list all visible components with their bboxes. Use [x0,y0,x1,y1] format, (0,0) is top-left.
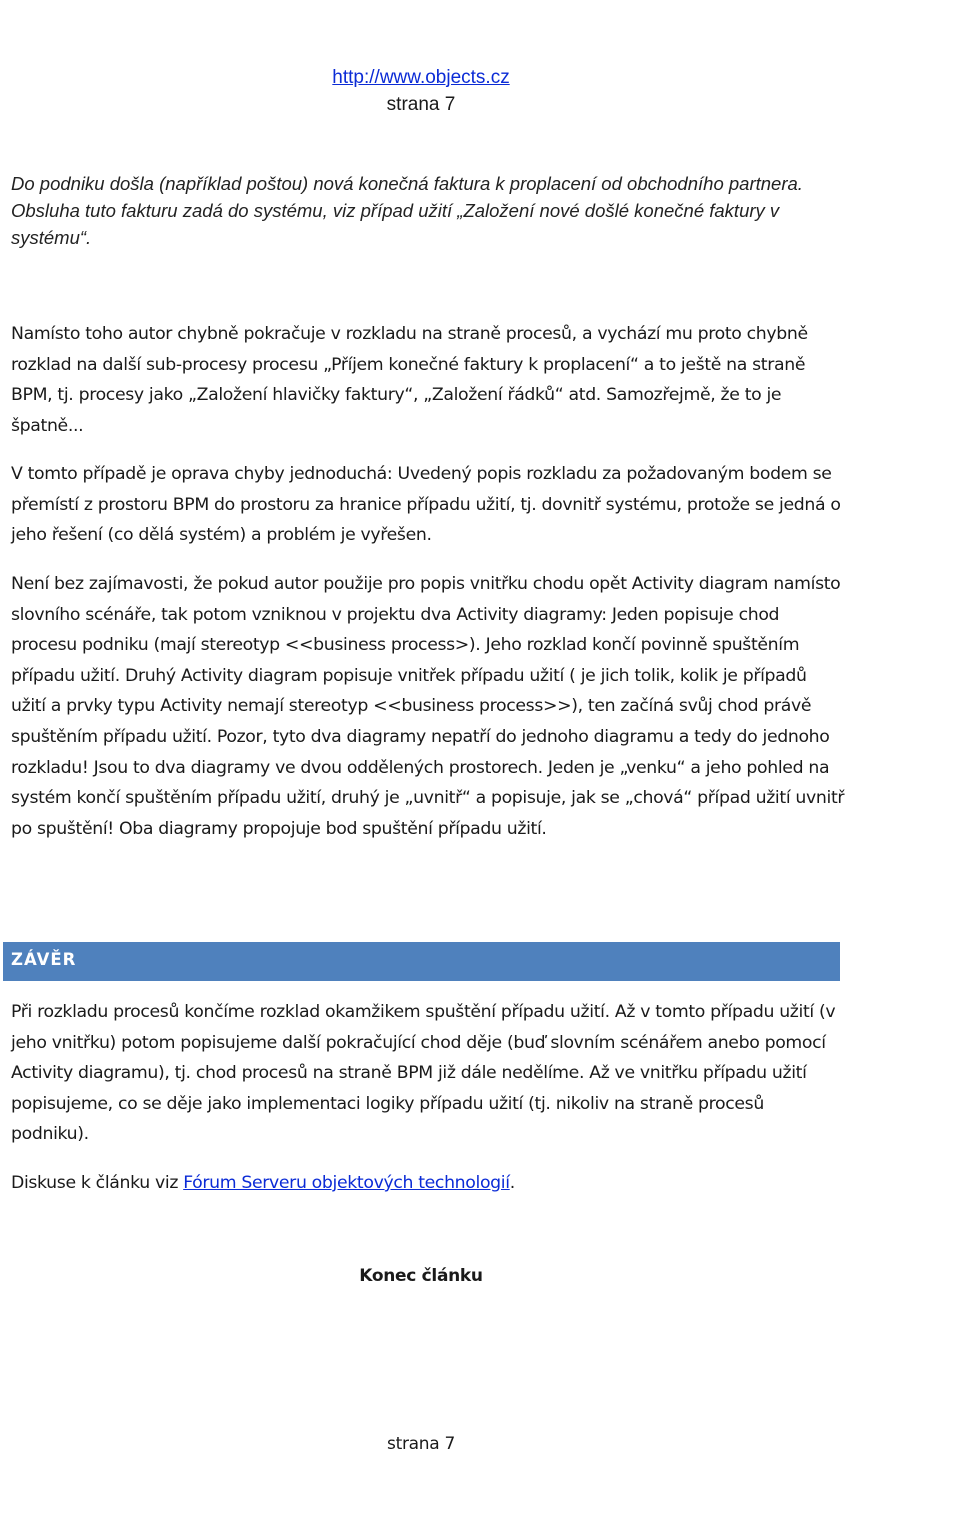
paragraph-conclusion: Při rozkladu procesů končíme rozklad okamžikem spuštění případu užití. Až v tomto případu užití (v jeho vnitřku) potom popisujeme další pokračující chod děje (buď slovním scénářem anebo pomocí Activity diagramu), tj. chod procesů na straně BPM již dále nedělíme. Až ve vnitřku případu užití popisujeme, co se děje jako implementaci logiky případu užití (tj. nikoliv na straně procesů podniku). [11,1002,836,1145]
paragraph-activity-diagrams: Není bez zajímavosti, že pokud autor použije pro popis vnitřku chodu opět Activity diagram namísto slovního scénáře, tak potom vzniknou v projektu dva Activity diagramy: Jeden popisuje chod procesu podniku (mají stereotyp <<business process>). Jeho rozklad končí povinně spuštěním případu užití. Druhý Activity diagram popisuje vnitřek případu užití ( je jich tolik, kolik je případů užití a prvky typu Activity nemají stereotyp <<business process>>), ten začíná svůj chod právě spuštěním případu užití. Pozor, tyto dva diagramy nepatří do jednoho diagramu a tedy do jednoho rozkladu! Jsou to dva diagramy ve dvou oddělených prostorech. Jeden je „venku“ a jeho pohled na systém končí spuštěním případu užití, druhý je „uvnitř“ a popisuje, jak se „chová“ případ užití uvnitř po spuštění! Oba diagramy propojuje bod spuštění případu užití. [11,574,845,839]
page-number-header: strana 7 [386,94,456,115]
forum-link[interactable]: Fórum Serveru objektových technologií [183,1173,510,1193]
page-header [0,64,842,118]
section-heading: ZÁVĚR [11,950,77,969]
end-of-article: Konec článku [359,1266,483,1286]
scenario-line-1: Do podniku došla (například poštou) nová konečná faktura k proplacení od obchodního partnera. [11,173,803,194]
section-heading-bar [3,942,840,981]
paragraph-discussion [11,1168,846,1199]
site-url-link[interactable]: http://www.objects.cz [332,67,510,88]
paragraph-fix: V tomto případě je oprava chyby jednoduchá: Uvedený popis rozkladu za požadovaným bodem se přemístí z prostoru BPM do prostoru za hranice případu užití, tj. dovnitř systému, protože se jedná o jeho řešení (co dělá systém) a problém je vyřešen. [11,464,841,546]
discussion-suffix: . [509,1173,515,1193]
discussion-prefix: Diskuse k článku viz [11,1173,184,1193]
scenario-quote [11,170,841,251]
paragraph-error-description: Namísto toho autor chybně pokračuje v rozkladu na straně procesů, a vychází mu proto chybně rozklad na další sub-procesy procesu „Příjem konečné faktury k proplacení“ a to ještě na straně BPM, tj. procesy jako „Založení hlavičky faktury“, „Založení řádků“ atd. Samozřejmě, že to je špatně... [11,324,808,436]
scenario-line-2: Obsluha tuto fakturu zadá do systému, viz případ užití „Založení nové došlé konečné faktury v systému“. [11,200,780,248]
page-number-footer: strana 7 [387,1434,455,1454]
